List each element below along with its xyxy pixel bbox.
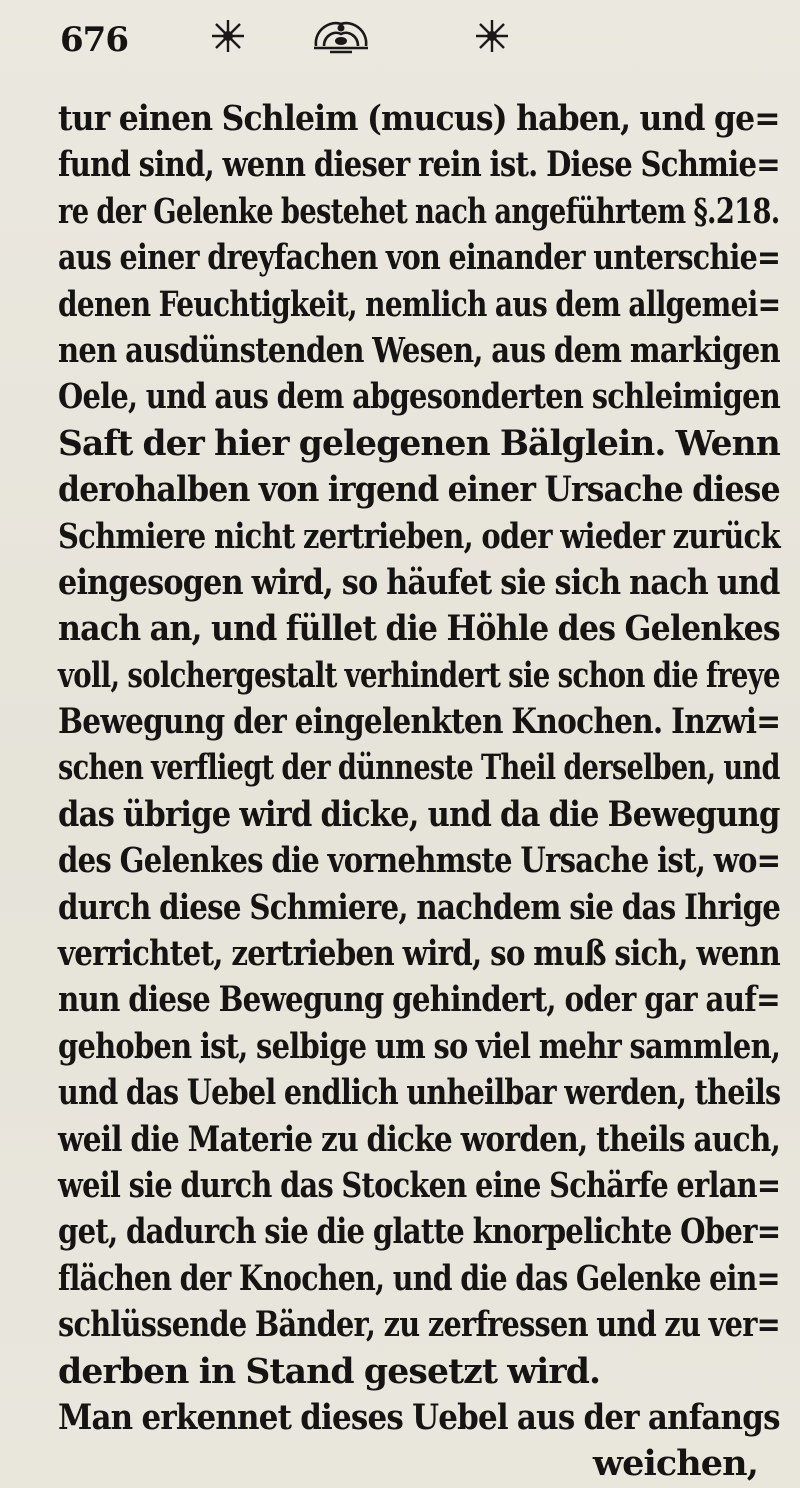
text-line: voll, solchergestalt verhindert sie schon die freye <box>58 654 780 696</box>
text-line: weil sie durch das Stocken eine Schärfe erlan= <box>58 1164 781 1206</box>
text-line: get, dadurch sie die glatte knorpelichte Ober= <box>58 1211 781 1253</box>
page-header <box>60 14 760 64</box>
text-line: nun diese Bewegung gehindert, oder gar auf= <box>58 979 780 1021</box>
star-icon <box>208 16 248 56</box>
text-line: nach an, und füllet die Höhle des Gelenkes <box>58 608 780 650</box>
text-line: schen verfliegt der dünneste Theil derselben, und <box>58 747 780 789</box>
page-number: 676 <box>60 20 128 60</box>
text-line: eingesogen wird, so häufet sie sich nach und <box>58 561 780 603</box>
text-line: schlüssende Bänder, zu zerfressen und zu ver= <box>58 1304 781 1346</box>
text-line: weil die Materie zu dicke worden, theils auch, <box>58 1118 781 1160</box>
text-line: fund sind, wenn dieser rein ist. Diese Schmie= <box>58 144 780 186</box>
text-line: flächen der Knochen, und die das Gelenke ein= <box>58 1257 780 1299</box>
text-line: aus einer dreyfachen von einander unterschie= <box>58 237 781 279</box>
text-line: Oele, und aus dem abgesonderten schleimigen <box>58 376 781 418</box>
text-line: verrichtet, zertrieben wird, so muß sich, wenn <box>58 933 780 975</box>
text-line: denen Feuchtigkeit, nemlich aus dem allgemei= <box>58 283 781 325</box>
text-line: derohalben von irgend einer Ursache diese <box>58 469 780 511</box>
crest-vignette-icon <box>310 16 372 56</box>
text-line: Schmiere nicht zertrieben, oder wieder zurück <box>58 515 780 557</box>
text-line: derben in Stand gesetzt wird. <box>58 1350 601 1392</box>
text-line: tur einen Schleim (mucus) haben, und ge= <box>58 98 780 139</box>
star-icon <box>472 16 512 56</box>
text-line: re der Gelenke bestehet nach angeführtem §.218. <box>58 190 780 232</box>
text-line: das übrige wird dicke, und da die Bewegung <box>58 793 780 835</box>
catchword: weichen, <box>592 1443 758 1485</box>
text-line: gehoben ist, selbige um so viel mehr sammlen, <box>58 1025 781 1067</box>
text-line: nen ausdünstenden Wesen, aus dem markigen <box>58 329 780 371</box>
body-text <box>58 96 788 1488</box>
text-line: Man erkennet dieses Uebel aus der anfangs <box>58 1396 780 1438</box>
text-line: durch diese Schmiere, nachdem sie das Ihrige <box>58 886 781 928</box>
text-line: und das Uebel endlich unheilbar werden, theils <box>58 1072 781 1114</box>
text-line: Bewegung der eingelenkten Knochen. Inzwi= <box>58 701 781 743</box>
text-line: Saft der hier gelegenen Bälglein. Wenn <box>58 422 780 464</box>
text-line: des Gelenkes die vornehmste Ursache ist, wo= <box>58 840 781 882</box>
